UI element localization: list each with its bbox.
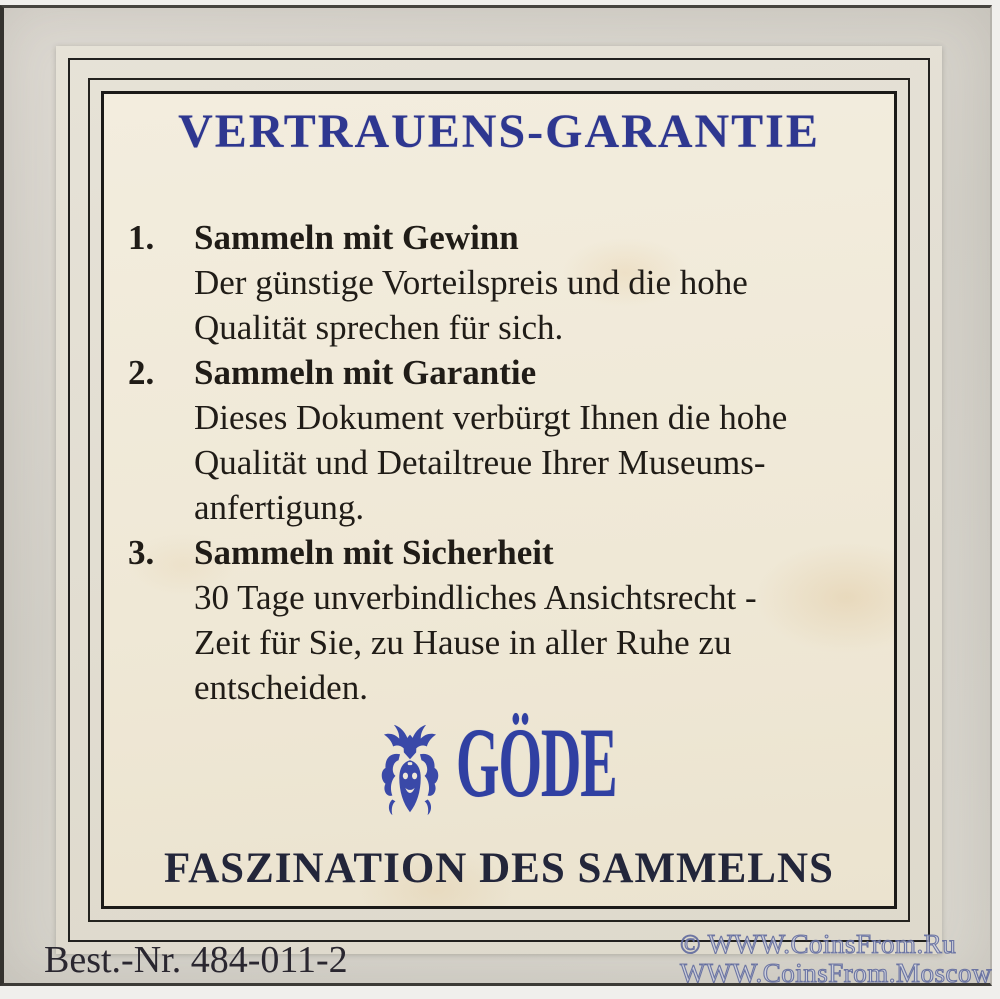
- item-heading: Sammeln mit Gewinn: [194, 218, 519, 257]
- order-number: Best.-Nr. 484-011-2: [44, 939, 348, 981]
- item-heading: Sammeln mit Garantie: [194, 353, 537, 392]
- inner-content-box: [101, 91, 897, 909]
- item-heading: Sammeln mit Sicherheit: [194, 533, 554, 572]
- item-text-line: Qualität sprechen für sich.: [194, 308, 564, 347]
- item-number: 2.: [128, 353, 155, 392]
- goede-crest-icon: [374, 717, 446, 825]
- item-text-line: Qualität und Detailtreue Ihrer Museums-: [194, 443, 766, 482]
- item-text-line: Dieses Dokument verbürgt Ihnen die hohe: [194, 398, 788, 437]
- item-text-line: 30 Tage unverbindliches Ansichtsrecht -: [194, 578, 757, 617]
- goede-wordmark: GÖDE: [456, 707, 617, 818]
- list-item: [128, 530, 894, 710]
- list-item: [128, 350, 894, 530]
- item-number: 1.: [128, 218, 155, 257]
- card-title: VERTRAUENS-GARANTIE: [178, 105, 820, 158]
- guarantee-list: [128, 215, 894, 710]
- watermark-line-1: © WWW.CoinsFrom.Ru: [680, 929, 957, 959]
- slogan: FASZINATION DES SAMMELNS: [164, 845, 834, 892]
- guarantee-label: [56, 46, 942, 954]
- item-text-line: anfertigung.: [194, 488, 365, 527]
- middle-border-frame: [88, 78, 910, 922]
- item-number: 3.: [128, 533, 155, 572]
- outer-border-frame: [68, 58, 930, 942]
- item-text-line: Der günstige Vorteilspreis und die hohe: [194, 263, 748, 302]
- watermark: [680, 930, 992, 988]
- item-text-line: entscheiden.: [194, 668, 368, 707]
- goede-logo: [104, 707, 894, 828]
- watermark-line-2: WWW.CoinsFrom.Moscow: [680, 958, 992, 988]
- item-text-line: Zeit für Sie, zu Hause in aller Ruhe zu: [194, 623, 732, 662]
- list-item: [128, 215, 894, 350]
